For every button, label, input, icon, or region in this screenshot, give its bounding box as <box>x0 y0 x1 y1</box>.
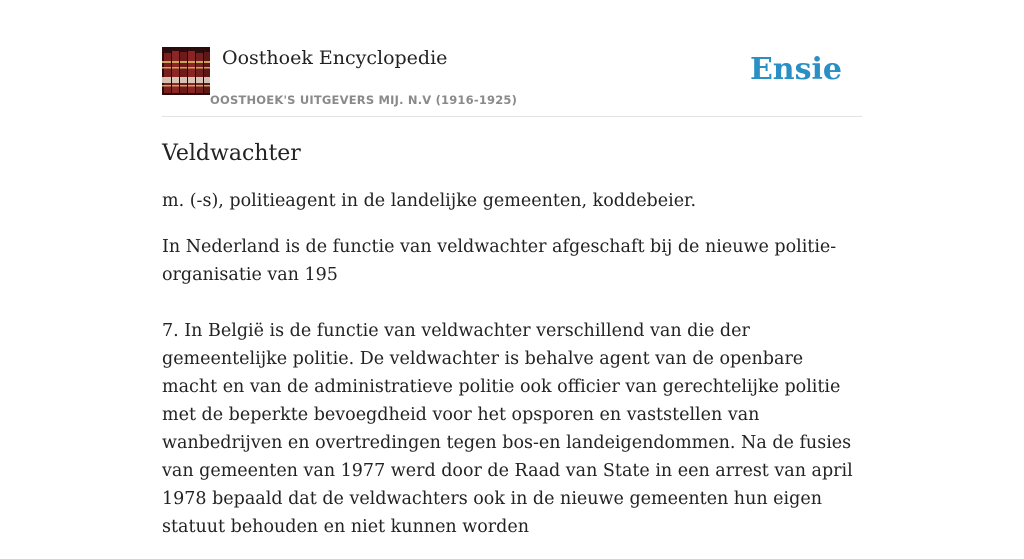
article-content <box>162 138 862 559</box>
source-title-link[interactable]: Oosthoek Encyclopedie <box>222 47 448 69</box>
source-subtitle: OOSTHOEK'S UITGEVERS MIJ. N.V (1916-1925) <box>210 93 518 107</box>
source-header <box>162 46 862 117</box>
body-paragraph: In Nederland is de functie van veldwachter afgeschaft bij de nieuwe politie-organisatie van 195 <box>162 237 837 285</box>
body-paragraph: 7. In België is de functie van veldwachter verschillend van die der gemeentelijke politie. De veldwachter is behalve agent van de openbare macht en van de administratieve politie ook officier van gerechtelijke politie met de beperkte bevoegdheid voor het opsporen en vaststellen van wanbedrijven en overtredingen tegen bos-en landeigendommen. Na de fusies van gemeenten van 1977 werd door de Raad van State in een arrest van april 1978 bepaald dat de veldwachters ook in de nieuwe gemeenten hun eigen statuut behouden en niet kunnen worden <box>162 321 853 537</box>
definition-paragraph: m. (-s), politieagent in de landelijke gemeenten, koddebeier. <box>162 191 697 211</box>
page-title: Veldwachter <box>162 141 301 166</box>
ensie-logo-link[interactable]: Ensie <box>749 52 842 87</box>
encyclopedia-books-avatar-icon[interactable] <box>162 47 210 95</box>
